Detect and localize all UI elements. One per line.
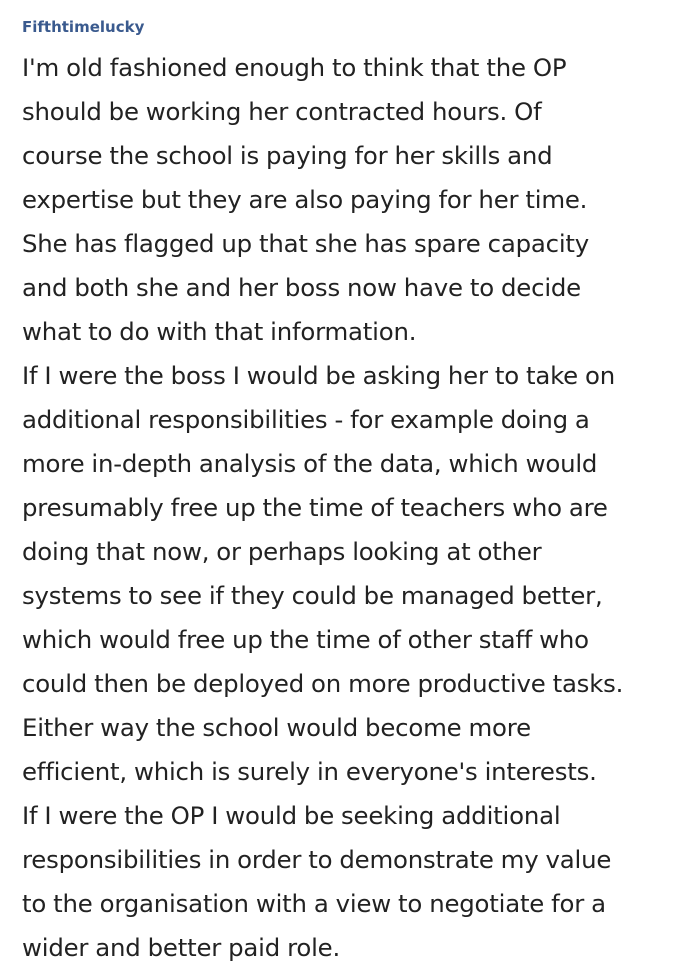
comment-line: and both she and her boss now have to decide [22,273,581,302]
comment-line: Either way the school would become more [22,713,531,742]
comment-line: If I were the OP I would be seeking additional [22,801,561,830]
comment-line: more in-depth analysis of the data, which would [22,449,598,478]
comment-line: I'm old fashioned enough to think that the OP [22,53,567,82]
comment-line: If I were the boss I would be asking her to take on [22,361,616,390]
comment-line: to the organisation with a view to negotiate for a [22,889,606,918]
comment-line: course the school is paying for her skills and [22,141,553,170]
comment-line: which would free up the time of other staff who [22,625,589,654]
comment-body [22,46,682,970]
comment-line: doing that now, or perhaps looking at other [22,537,542,566]
comment-line: what to do with that information. [22,317,417,346]
comment-line: expertise but they are also paying for her time. [22,185,588,214]
comment-line: systems to see if they could be managed better, [22,581,603,610]
comment-username[interactable]: Fifthtimelucky [22,18,145,36]
comment-line: presumably free up the time of teachers who are [22,493,608,522]
comment-line: wider and better paid role. [22,933,341,962]
comment-line: efficient, which is surely in everyone's interests. [22,757,597,786]
comment-line: should be working her contracted hours. Of [22,97,542,126]
comment [22,14,682,970]
comment-line: She has flagged up that she has spare capacity [22,229,590,258]
comment-line: additional responsibilities - for example doing a [22,405,590,434]
comment-line: responsibilities in order to demonstrate my value [22,845,612,874]
comment-line: could then be deployed on more productive tasks. [22,669,624,698]
